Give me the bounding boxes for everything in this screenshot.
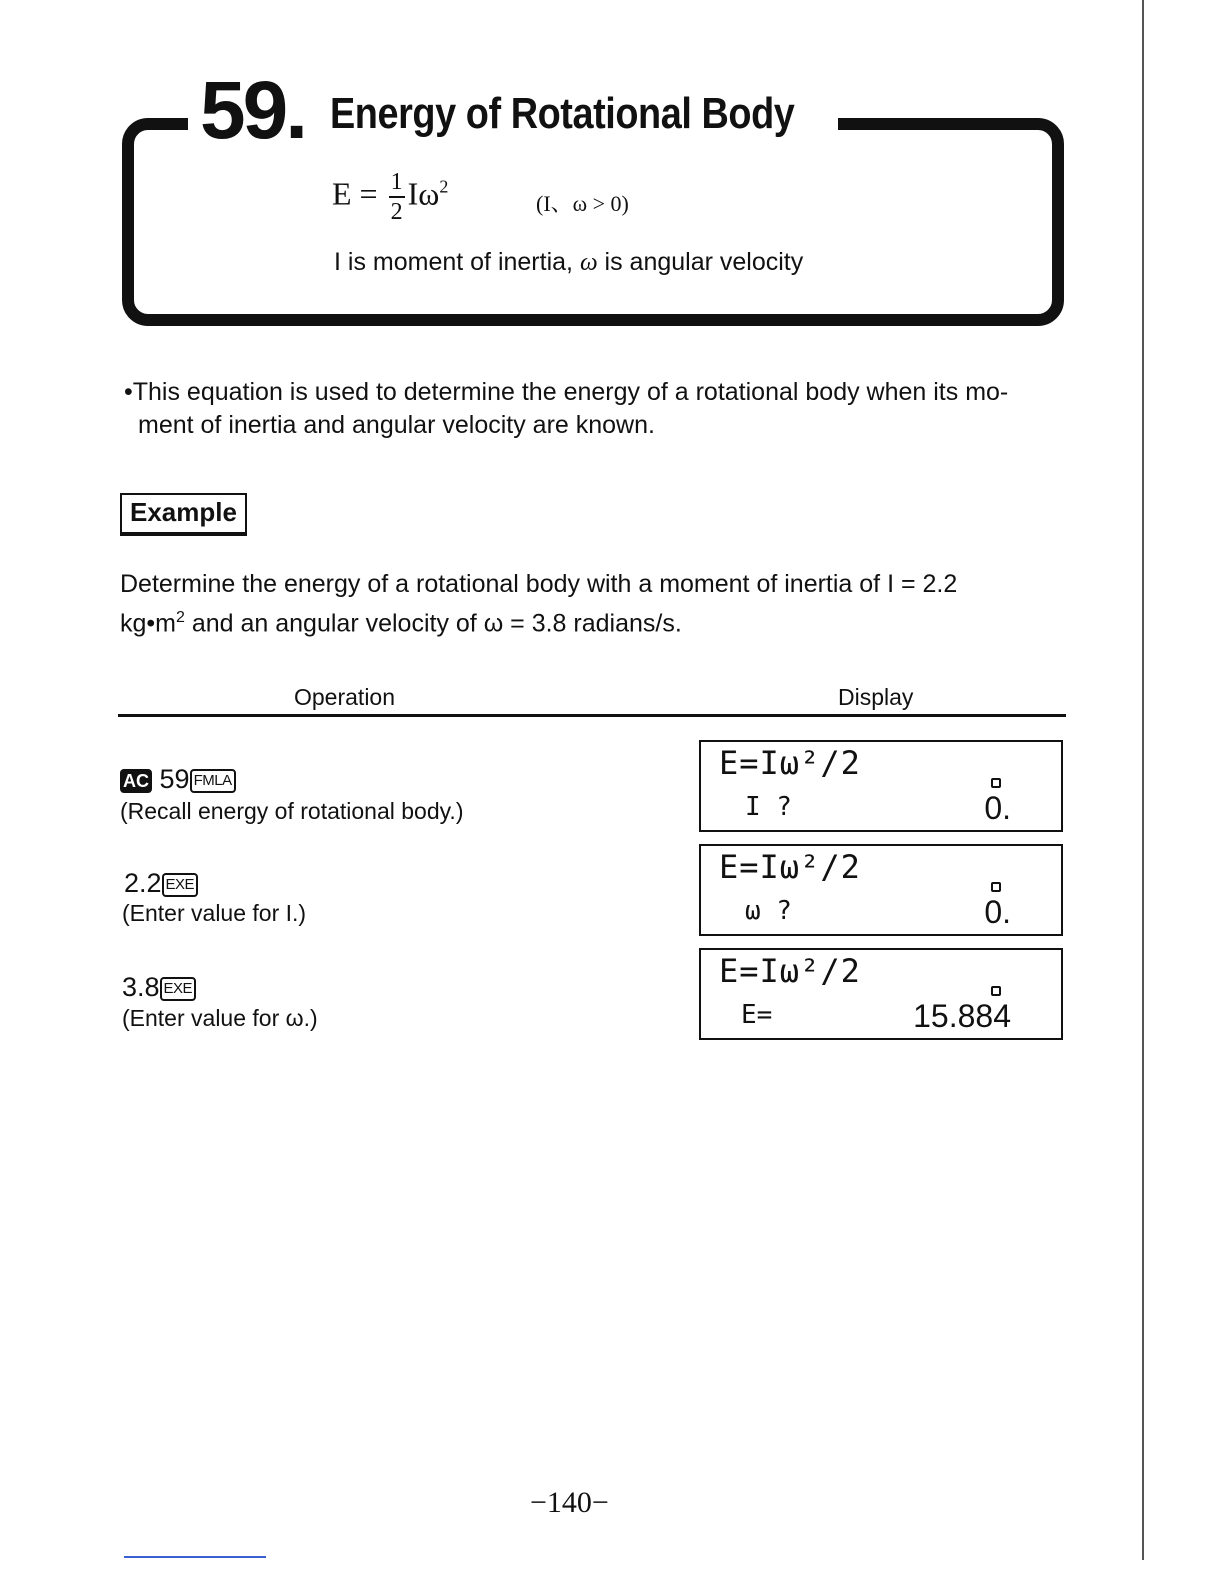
paragraph-line-2: ment of inertia and angular velocity are known. <box>138 411 655 439</box>
step-1-display <box>699 740 1063 832</box>
question-unit-exponent: 2 <box>175 609 185 626</box>
fmla-key: FMLA <box>190 769 236 793</box>
formula-lhs: E = <box>332 175 378 212</box>
step-2-display <box>699 844 1063 936</box>
example-label: Example <box>120 493 247 536</box>
display-variable: ω ? <box>745 896 792 926</box>
display-value: 0. <box>984 790 1011 826</box>
display-indicator <box>991 986 1001 996</box>
exe-key: EXE <box>162 873 199 897</box>
display-formula: E=Iω²/2 <box>719 952 861 990</box>
footer-underline <box>124 1556 266 1558</box>
fraction-numerator: 1 <box>389 170 405 198</box>
step-2-note: (Enter value for I.) <box>122 900 307 926</box>
ac-key: AC <box>120 769 152 793</box>
step-1-note: (Recall energy of rotational body.) <box>120 798 464 824</box>
display-indicator <box>991 778 1001 788</box>
question-line-1: Determine the energy of a rotational body with a moment of inertia of I = 2.2 <box>120 570 958 598</box>
display-header: Display <box>838 684 914 710</box>
display-formula: E=Iω²/2 <box>719 848 861 886</box>
example-question <box>120 568 1100 640</box>
display-value: 0. <box>984 894 1011 930</box>
fraction-denominator: 2 <box>390 199 403 225</box>
step-3-note: (Enter value for ω.) <box>122 1005 318 1031</box>
question-unit: kg•m <box>120 609 176 638</box>
step-3-input: 3.8 <box>122 972 160 1002</box>
description-pre: I is moment of inertia, <box>334 248 573 276</box>
display-indicator <box>991 882 1001 892</box>
display-formula: E=Iω²/2 <box>719 744 861 782</box>
display-value: 15.884 <box>913 998 1011 1034</box>
explanation-paragraph <box>124 376 1084 442</box>
step-3-operation <box>122 972 196 1003</box>
energy-formula <box>332 170 448 224</box>
step-3-display <box>699 948 1063 1040</box>
header-rule <box>118 714 1066 717</box>
formula-description <box>334 248 803 277</box>
question-line-2 <box>120 601 1100 640</box>
display-variable: E= <box>741 1000 773 1030</box>
description-post: is angular velocity <box>604 248 804 276</box>
display-variable: I ? <box>745 792 792 822</box>
page-edge-rule <box>1142 0 1144 1560</box>
formula-fraction <box>389 170 405 224</box>
step-2-input: 2.2 <box>124 868 162 898</box>
step-2-operation <box>124 868 198 899</box>
description-symbol: ω <box>579 249 598 276</box>
formula-exponent: 2 <box>439 176 449 197</box>
formula-condition: (I、ω > 0) <box>536 191 629 216</box>
exe-key: EXE <box>160 977 197 1001</box>
section-number: 59. <box>200 65 305 156</box>
paragraph-line-1: •This equation is used to determine the energy of a rotational body when its mo- <box>124 378 1009 406</box>
step-1-input: 59 <box>159 764 190 794</box>
formula-rhs: Iω <box>407 175 440 212</box>
question-rest: and an angular velocity of ω = 3.8 radians/s. <box>184 609 682 638</box>
section-title: Energy of Rotational Body <box>330 89 795 138</box>
operation-header: Operation <box>294 684 396 710</box>
page-number: −140− <box>530 1486 609 1519</box>
step-1-operation <box>120 764 236 795</box>
